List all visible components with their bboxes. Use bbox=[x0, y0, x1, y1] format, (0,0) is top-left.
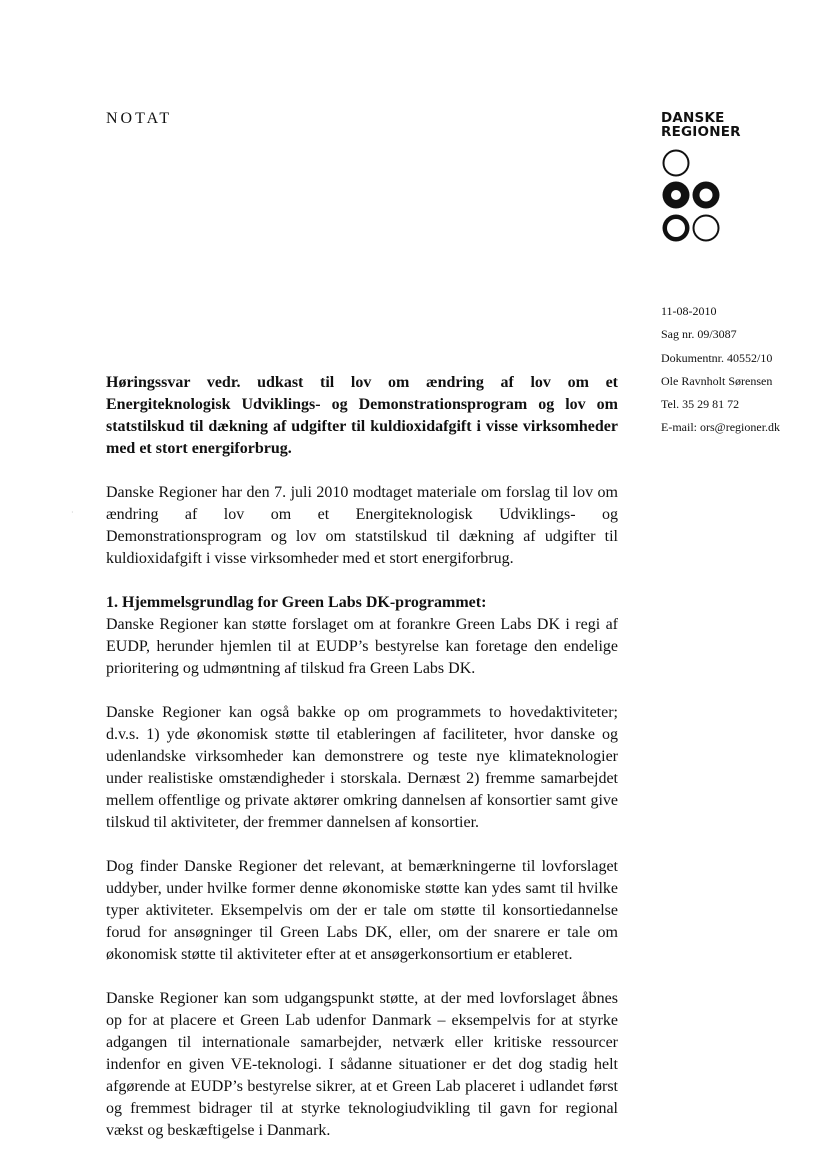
document-meta bbox=[661, 300, 780, 440]
logo-text-line1: DANSKE bbox=[661, 110, 725, 126]
scan-mark: · bbox=[71, 508, 74, 517]
danske-regioner-logo bbox=[661, 111, 771, 255]
section-paragraph: Danske Regioner kan også bakke op om programmets to hovedaktiviteter; d.v.s. 1) yde økonomisk støtte til etableringen af faciliteter, hvor danske og udenlandske virksomheder kan demonstrere og teste nye klimateknologier under realistiske omstændigheder i storskala. Dernæst 2) fremme samarbejdet mellem offentlige og private aktører omkring dannelsen af konsortier samt give tilskud til aktiviteter, der fremmer dannelsen af konsortier. bbox=[106, 704, 618, 831]
document-type-label: NOTAT bbox=[106, 110, 173, 127]
intro-paragraph: Danske Regioner har den 7. juli 2010 modtaget materiale om forslag til lov om ændring af lov om et Energiteknologisk Udviklings- og Demonstrationsprogram og lov om statstilskud til dækning af udgifter til kuldioxidafgift i visse virksomheder med et stort energiforbrug. bbox=[106, 484, 618, 567]
meta-email: E-mail: ors@regioner.dk bbox=[661, 420, 781, 435]
document-title: Høringssvar vedr. udkast til lov om ændring af lov om et Energiteknologisk Udviklings- og Demonstrationsprogram og lov om statstilskud til dækning af udgifter til kuldioxidafgift i visse virksomheder med et stort energiforbrug. bbox=[106, 374, 618, 457]
meta-document-number: Dokumentnr. 40552/10 bbox=[661, 350, 773, 365]
logo-text-line2: REGIONER bbox=[661, 124, 741, 140]
meta-author: Ole Ravnholt Sørensen bbox=[661, 373, 773, 388]
section-heading: 1. Hjemmelsgrundlag for Green Labs DK-programmet: bbox=[106, 594, 487, 611]
document-body bbox=[106, 372, 618, 1142]
logo-circles-icon bbox=[661, 145, 741, 255]
section-paragraph: Danske Regioner kan som udgangspunkt støtte, at der med lovforslaget åbnes op for at placere et Green Lab udenfor Danmark – eksempelvis for at styrke adgangen til internationale samarbejder, netværk eller kritiske ressourcer indenfor en given VE-teknologi. I sådanne situationer er det dog stadig helt afgørende at EUDP’s bestyrelse sikrer, at et Green Lab placeret i udlandet først og fremmest bidrager til at styrke teknologiudvikling til gavn for regional vækst og beskæftigelse i Danmark. bbox=[106, 990, 618, 1139]
section-paragraph: Dog finder Danske Regioner det relevant, at bemærkningerne til lovforslaget uddyber, under hvilke former denne økonomiske støtte kan ydes samt til hvilke typer aktiviteter. Eksempelvis om der er tale om støtte til konsortiedannelse forud for ansøgninger til Green Labs DK, eller, om der snarere er tale om økonomisk støtte til aktiviteter efter at et ansøgerkonsortium er etableret. bbox=[106, 858, 618, 963]
meta-case-number: Sag nr. 09/3087 bbox=[661, 327, 737, 342]
section-paragraph: Danske Regioner kan støtte forslaget om at forankre Green Labs DK i regi af EUDP, herunder hjemlen til at EUDP’s bestyrelse kan foretage den endelige prioritering og udmøntning af tilskud fra Green Labs DK. bbox=[106, 616, 618, 677]
meta-phone: Tel. 35 29 81 72 bbox=[661, 397, 740, 412]
meta-date: 11-08-2010 bbox=[661, 304, 717, 318]
